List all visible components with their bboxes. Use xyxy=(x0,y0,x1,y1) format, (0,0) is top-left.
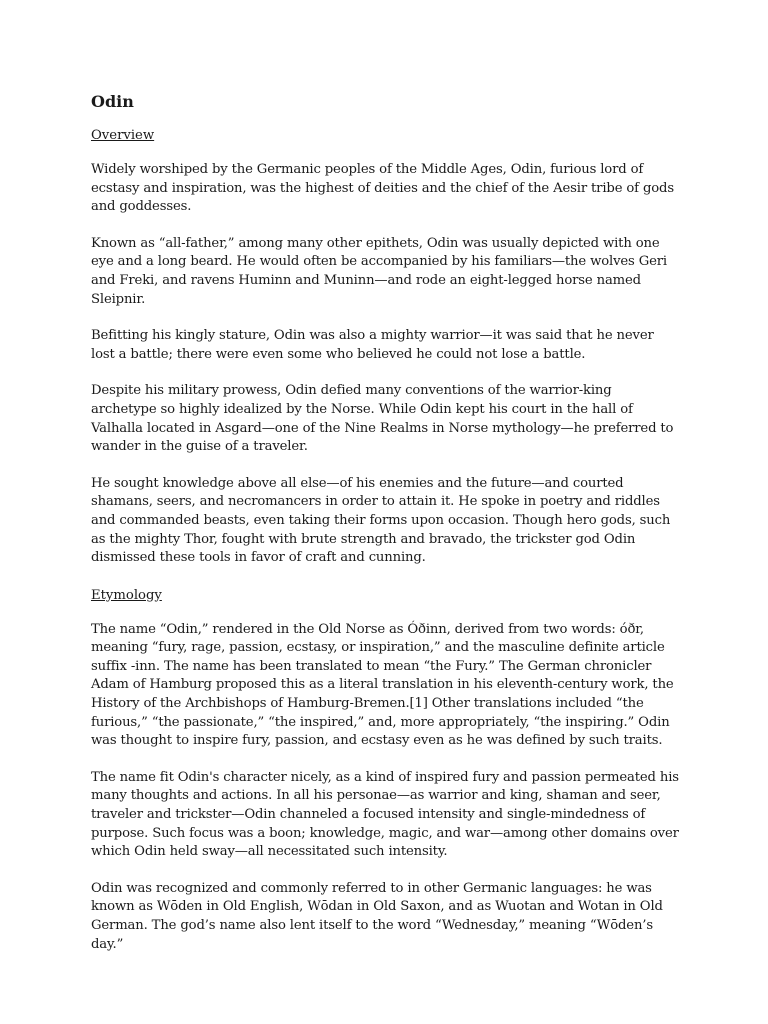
paragraph: He sought knowledge above all else—of his enemies and the future—and courted shamans, seers, and necromancers in order to attain it. He spoke in poetry and riddles and commanded beasts, even taking their forms upon occasion. Though hero gods, such as the mighty Thor, fought with brute strength and bravado, the trickster god Odin dismissed these tools in favor of craft and cunning. xyxy=(91,475,671,566)
paragraph: The name fit Odin's character nicely, as a kind of inspired fury and passion permeated his many thoughts and actions. In all his personae—as warrior and king, shaman and seer, traveler and trickster—Odin channeled a focused intensity and single-mindedness of purpose. Such focus was a boon; knowledge, magic, and war—among other domains over which Odin held sway—all necessitated such intensity. xyxy=(91,769,679,860)
section-overview xyxy=(91,126,681,568)
document-title: Odin xyxy=(91,92,134,111)
paragraph: Odin was recognized and commonly referred to in other Germanic languages: he was known as Wōden in Old English, Wōdan in Old Saxon, and as Wuotan and Wotan in Old German. The god’s name also lent itself to the word “Wednesday,” meaning “Wōden’s day.” xyxy=(91,880,663,952)
paragraph: Known as “all-father,” among many other epithets, Odin was usually depicted with one eye and a long beard. He would often be accompanied by his familiars—the wolves Geri and Freki, and ravens Huminn and Muninn—and rode an eight-legged horse named Sleipnir. xyxy=(91,235,667,307)
section-etymology xyxy=(91,586,681,955)
paragraph: Despite his military prowess, Odin defied many conventions of the warrior-king archetype so highly idealized by the Norse. While Odin kept his court in the hall of Valhalla located in Asgard—one of the Nine Realms in Norse mythology—he preferred to wander in the guise of a traveler. xyxy=(91,383,674,455)
paragraph: Befitting his kingly stature, Odin was also a mighty warrior—it was said that he never lost a battle; there were even some who believed he could not lose a battle. xyxy=(91,328,654,362)
document-page xyxy=(91,90,681,972)
section-heading-etymology: Etymology xyxy=(91,587,162,603)
section-heading-overview: Overview xyxy=(91,128,155,143)
paragraph: Widely worshiped by the Germanic peoples of the Middle Ages, Odin, furious lord of ecstasy and inspiration, was the highest of deities and the chief of the Aesir tribe of gods and goddesses. xyxy=(91,162,674,215)
paragraph: The name “Odin,” rendered in the Old Norse as Óðinn, derived from two words: óðr, meaning “fury, rage, passion, ecstasy, or inspiration,” and the masculine definite article suffix -inn. The name has been translated to mean “the Fury.” The German chronicler Adam of Hamburg proposed this as a literal translation in his eleventh-century work, the History of the Archbishops of Hamburg-Bremen.[1] Other translations included “the furious,” “the passionate,” “the inspired,” and, more appropriately, “the inspiring.” Odin was thought to inspire fury, passion, and ecstasy even as he was defined by such traits. xyxy=(91,621,674,749)
